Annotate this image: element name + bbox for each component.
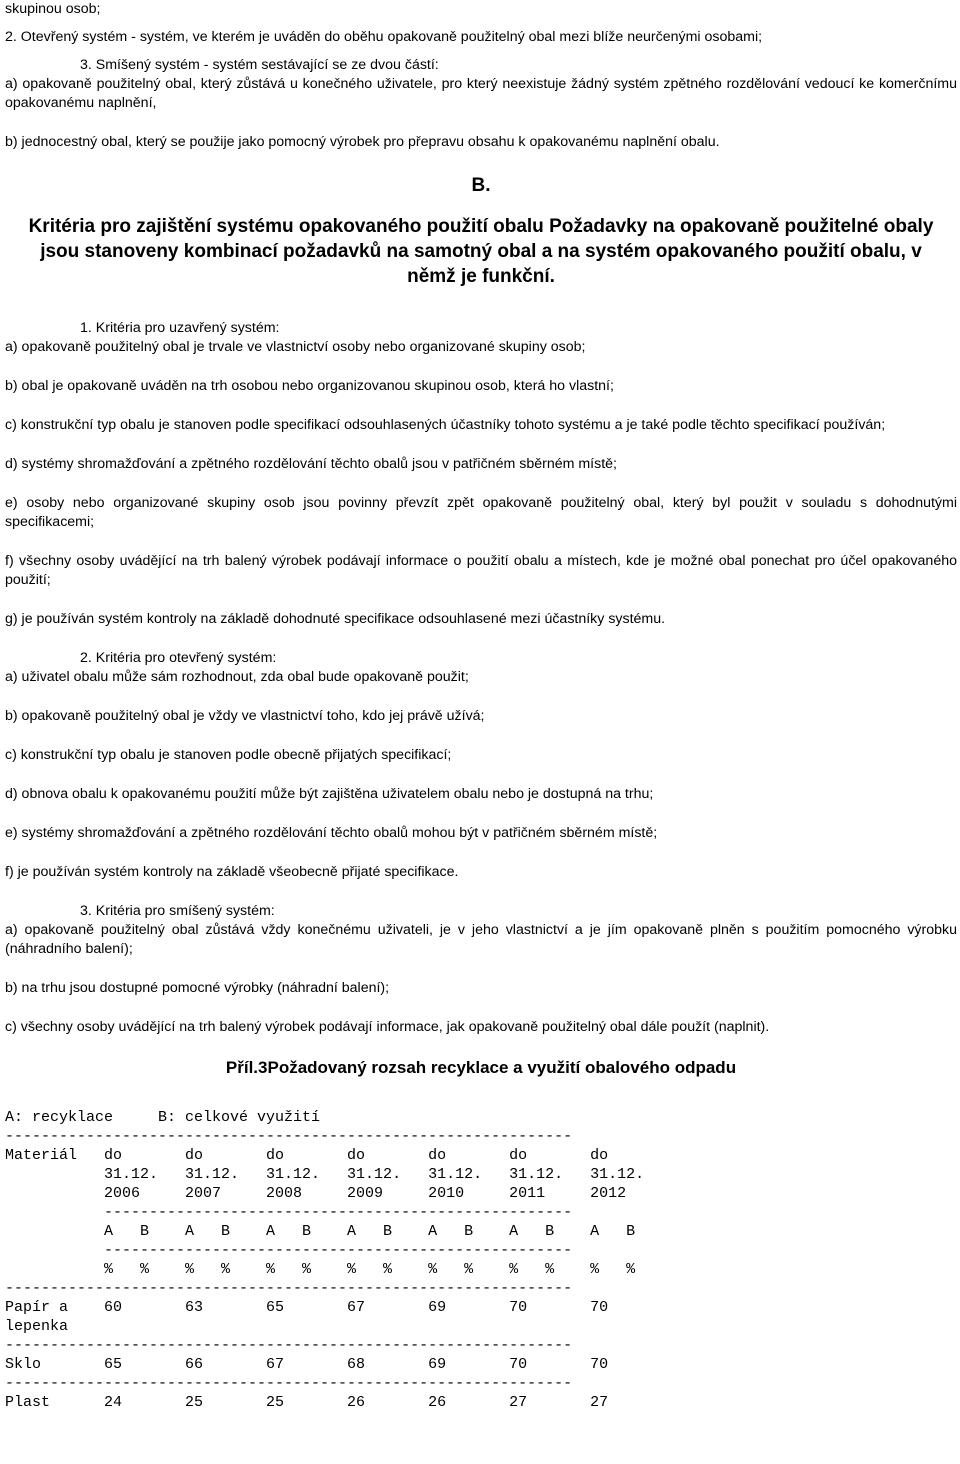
table-line: ---------------------------------------------------- bbox=[5, 1204, 573, 1221]
open-item-c: c) konstrukční typ obalu je stanoven podle obecně přijatých specifikací; bbox=[5, 747, 452, 763]
table-line: --------------------------------------------------------------- bbox=[5, 1375, 573, 1392]
recycling-table bbox=[5, 1089, 957, 1450]
closed-item-e: e) osoby nebo organizované skupiny osob jsou povinny převzít zpět opakovaně použitelný obal, který byl použit v souladu s dohodnutými specifikacemi; bbox=[5, 495, 957, 530]
closed-item-f: f) všechny osoby uvádějící na trh balený výrobek podávají informace o použití obalu a místech, kde je možné obal ponechat pro účel opakovaného použití; bbox=[5, 553, 957, 588]
closed-system-title: 1. Kritéria pro uzavřený systém: bbox=[80, 320, 280, 336]
table-line: ---------------------------------------------------- bbox=[5, 1242, 573, 1259]
section-heading: Kritéria pro zajištění systému opakovaného použití obalu Požadavky na opakovaně použitelné obaly jsou stanoveny kombinací požadavků na samotný obal a na systém opakovaného použití obalu, v němž je funkční. bbox=[28, 216, 934, 287]
table-line: Plast 24 25 25 26 26 27 27 bbox=[5, 1394, 609, 1411]
annex-title: Příl.3Požadovaný rozsah recyklace a využití obalového odpadu bbox=[225, 1058, 737, 1077]
closed-item-a: a) opakovaně použitelný obal je trvale ve vlastnictví osoby nebo organizované skupiny osob; bbox=[5, 339, 586, 355]
intro-item-3a: a) opakovaně použitelný obal, který zůstává u konečného uživatele, pro který neexistuje žádný systém zpětného rozdělování vedoucí ke komerčnímu opakovanému naplnění, bbox=[5, 76, 957, 111]
open-item-d: d) obnova obalu k opakovanému použití může být zajištěna uživatelem obalu nebo je dostupná na trhu; bbox=[5, 786, 654, 802]
open-item-b: b) opakovaně použitelný obal je vždy ve vlastnictví toho, kdo jej právě užívá; bbox=[5, 708, 485, 724]
intro-item-3: 3. Smíšený systém - systém sestávající se ze dvou částí: bbox=[80, 57, 439, 73]
mixed-item-b: b) na trhu jsou dostupné pomocné výrobky (náhradní balení); bbox=[5, 980, 390, 996]
mixed-item-c: c) všechny osoby uvádějící na trh balený výrobek podávají informace, jak opakovaně použitelný obal dále použít (naplnit). bbox=[5, 1019, 770, 1035]
table-line: --------------------------------------------------------------- bbox=[5, 1337, 573, 1354]
mixed-item-a: a) opakovaně použitelný obal zůstává vždy konečnému uživateli, je v jeho vlastnictví a je jím opakovaně plněn s použitím pomocného výrobku (náhradního balení); bbox=[5, 922, 957, 957]
intro-continuation: skupinou osob; bbox=[5, 1, 101, 17]
section-letter: B. bbox=[471, 175, 491, 196]
table-line: 31.12. 31.12. 31.12. 31.12. 31.12. 31.12. 31.12. bbox=[5, 1166, 645, 1183]
table-line: A: recyklace B: celkové využití bbox=[5, 1109, 321, 1126]
intro-item-3b: b) jednocestný obal, který se použije jako pomocný výrobek pro přepravu obsahu k opakovanému naplnění obalu. bbox=[5, 134, 720, 150]
intro-item-2: 2. Otevřený systém - systém, ve kterém je uváděn do oběhu opakovaně použitelný obal mezi blíže neurčenými osobami; bbox=[5, 29, 763, 45]
mixed-system-title: 3. Kritéria pro smíšený systém: bbox=[80, 903, 275, 919]
open-item-e: e) systémy shromažďování a zpětného rozdělování těchto obalů mohou být v patřičném sběrném místě; bbox=[5, 825, 658, 841]
document-page bbox=[5, 0, 957, 1450]
table-line: lepenka bbox=[5, 1318, 69, 1335]
closed-item-g: g) je používán systém kontroly na základě dohodnuté specifikace odsouhlasené mezi účastníky systému. bbox=[5, 611, 666, 627]
table-line: Papír a 60 63 65 67 69 70 70 bbox=[5, 1299, 609, 1316]
table-line: Materiál do do do do do do do bbox=[5, 1147, 609, 1164]
table-line: A B A B A B A B A B A B A B bbox=[5, 1223, 636, 1240]
table-line: Sklo 65 66 67 68 69 70 70 bbox=[5, 1356, 609, 1373]
open-item-a: a) uživatel obalu může sám rozhodnout, zda obal bude opakovaně použit; bbox=[5, 669, 469, 685]
open-item-f: f) je používán systém kontroly na základě všeobecně přijaté specifikace. bbox=[5, 864, 459, 880]
table-line: 2006 2007 2008 2009 2010 2011 2012 bbox=[5, 1185, 627, 1202]
closed-item-b: b) obal je opakovaně uváděn na trh osobou nebo organizovanou skupinou osob, která ho vlastní; bbox=[5, 378, 614, 394]
table-line: --------------------------------------------------------------- bbox=[5, 1280, 573, 1297]
table-line: % % % % % % % % % % % % % % bbox=[5, 1261, 636, 1278]
table-line: --------------------------------------------------------------- bbox=[5, 1128, 573, 1145]
closed-item-c: c) konstrukční typ obalu je stanoven podle specifikací odsouhlasených účastníky tohoto systému a je také podle těchto specifikací používán; bbox=[5, 417, 886, 433]
open-system-title: 2. Kritéria pro otevřený systém: bbox=[80, 650, 277, 666]
closed-item-d: d) systémy shromažďování a zpětného rozdělování těchto obalů jsou v patřičném sběrném místě; bbox=[5, 456, 617, 472]
